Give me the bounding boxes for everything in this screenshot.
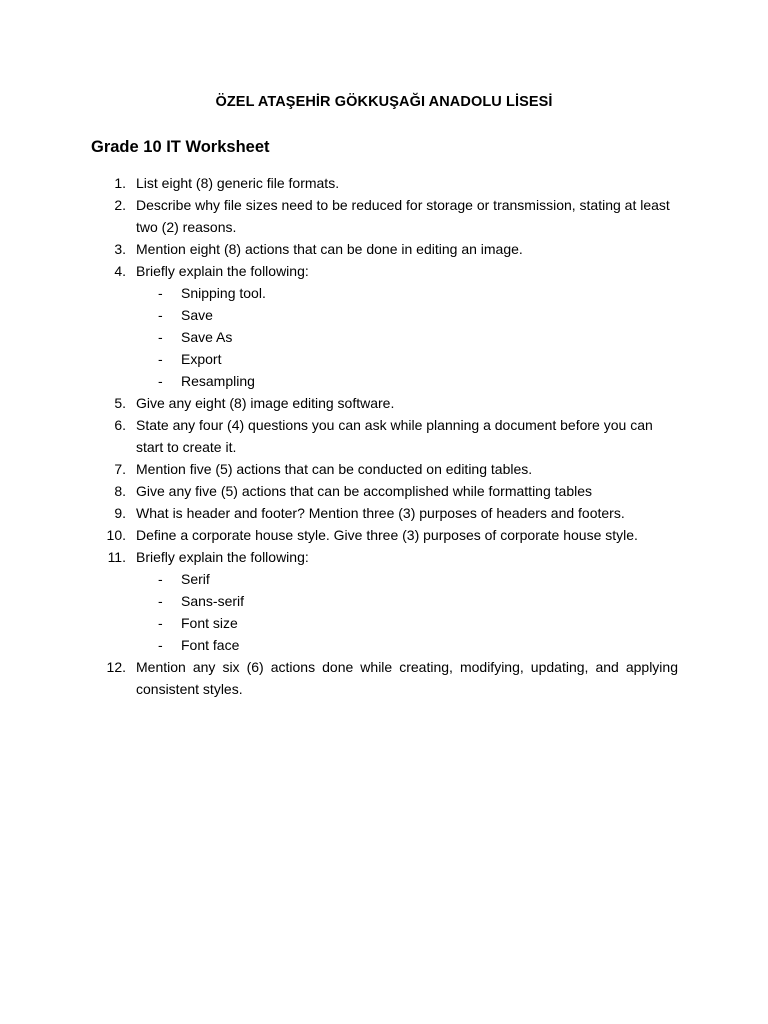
question-number: 9. <box>114 505 126 521</box>
question-item <box>0 260 678 282</box>
question-text: Describe why file sizes need to be reduced for storage or transmission, stating at least two (2) reasons. <box>136 197 670 235</box>
question-text: State any four (4) questions you can ask while planning a document before you can start to create it. <box>136 417 653 455</box>
worksheet-title: Grade 10 IT Worksheet <box>91 138 270 156</box>
question-number: 1. <box>114 175 126 191</box>
question-number: 3. <box>114 241 126 257</box>
question-text: List eight (8) generic file formats. <box>136 175 340 191</box>
sub-item-marker: - <box>158 615 163 631</box>
question-text: Briefly explain the following: <box>136 549 309 565</box>
question-text: Define a corporate house style. Give three (3) purposes of corporate house style. <box>136 527 638 543</box>
question-item <box>0 524 678 546</box>
sub-item-text: Font size <box>181 615 238 631</box>
sub-item-text: Export <box>181 351 222 367</box>
sub-item-text: Serif <box>181 571 210 587</box>
question-text: What is header and footer? Mention three (3) purposes of headers and footers. <box>136 505 625 521</box>
sub-item-marker: - <box>158 285 163 301</box>
question-number: 4. <box>114 263 126 279</box>
question-text: Briefly explain the following: <box>136 263 309 279</box>
question-text: Mention eight (8) actions that can be done in editing an image. <box>136 241 523 257</box>
sub-item <box>0 612 768 634</box>
question-number: 12. <box>106 659 126 675</box>
question-item <box>0 546 678 568</box>
question-number: 10. <box>106 527 126 543</box>
sub-item-marker: - <box>158 637 163 653</box>
question-item <box>0 480 678 502</box>
sub-item-marker: - <box>158 593 163 609</box>
sub-item-text: Resampling <box>181 373 255 389</box>
question-number: 11. <box>107 549 126 565</box>
sub-item <box>0 634 768 656</box>
question-item <box>0 392 678 414</box>
question-item <box>0 172 678 194</box>
sub-item <box>0 282 768 304</box>
question-item <box>0 502 678 524</box>
question-list <box>0 172 768 700</box>
question-text: Give any eight (8) image editing software. <box>136 395 395 411</box>
sub-item <box>0 304 768 326</box>
sub-item <box>0 568 768 590</box>
question-item <box>0 656 678 700</box>
question-text: Mention five (5) actions that can be conducted on editing tables. <box>136 461 533 477</box>
question-item <box>0 414 678 458</box>
sub-item-text: Font face <box>181 637 240 653</box>
sub-item <box>0 370 768 392</box>
sub-item-marker: - <box>158 373 163 389</box>
sub-item-text: Snipping tool. <box>181 285 266 301</box>
sub-item <box>0 326 768 348</box>
school-name: ÖZEL ATAŞEHİR GÖKKUŞAĞI ANADOLU LİSESİ <box>215 94 553 110</box>
question-number: 5. <box>114 395 126 411</box>
question-item <box>0 194 678 238</box>
question-item <box>0 238 678 260</box>
question-number: 8. <box>114 483 126 499</box>
question-number: 7. <box>114 461 126 477</box>
question-text: Give any five (5) actions that can be accomplished while formatting tables <box>136 483 593 499</box>
question-text: Mention any six (6) actions done while creating, modifying, updating, and applying consistent styles. <box>136 659 678 697</box>
sub-item-text: Save <box>181 307 213 323</box>
sub-item-marker: - <box>158 307 163 323</box>
sub-item <box>0 348 768 370</box>
sub-item-marker: - <box>158 351 163 367</box>
question-number: 6. <box>114 417 126 433</box>
sub-item-marker: - <box>158 571 163 587</box>
sub-item-marker: - <box>158 329 163 345</box>
sub-item-text: Save As <box>181 329 233 345</box>
question-item <box>0 458 678 480</box>
question-number: 2. <box>114 197 126 213</box>
sub-item <box>0 590 768 612</box>
sub-item-text: Sans-serif <box>181 593 245 609</box>
